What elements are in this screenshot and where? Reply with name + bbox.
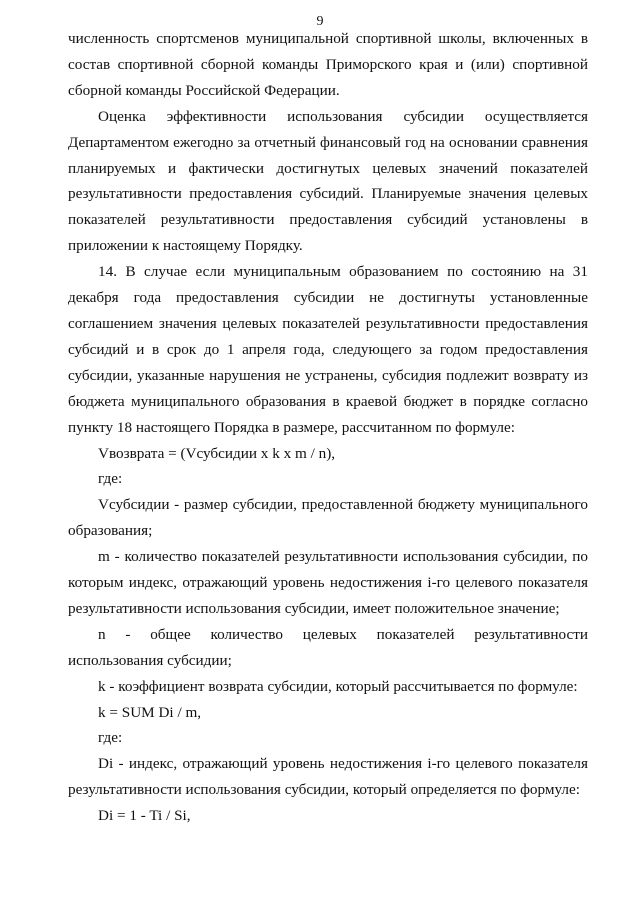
paragraph-evaluation: Оценка эффективности использования субсидии осуществляется Департаментом ежегодно за отчетный финансовый год на основании сравнения планируемых и фактически достигнутых целевых значений показателей результативности предоставления субсидий. Планируемые значения целевых показателей результативности предоставления субсидий установлены в приложении к настоящему Порядку. xyxy=(68,107,588,255)
definition-di: Di - индекс, отражающий уровень недостижения i-го целевого показателя результативности использования субсидии, который определяется по формуле: xyxy=(68,755,588,799)
document-body xyxy=(68,26,588,829)
formula-k: k = SUM Di / m, xyxy=(98,703,202,721)
definition-k: k - коэффициент возврата субсидии, который рассчитывается по формуле: xyxy=(98,677,578,695)
definition-v-subsidy: Vсубсидии - размер субсидии, предоставленной бюджету муниципального образования; xyxy=(68,496,588,540)
page-number: 9 xyxy=(316,14,324,29)
definition-m: m - количество показателей результативности использования субсидии, по которым индекс, отражающий уровень недостижения i-го целевого показателя результативности использования субсидии, имеет положительное значение; xyxy=(68,548,588,617)
paragraph-continuation: численность спортсменов муниципальной спортивной школы, включенных в состав спортивной сборной команды Приморского края и (или) спортивной сборной команды Российской Федерации. xyxy=(68,30,588,99)
where-label-2: где: xyxy=(98,729,123,747)
where-label: где: xyxy=(98,470,123,488)
paragraph-clause-14: 14. В случае если муниципальным образованием по состоянию на 31 декабря года предоставления субсидии не достигнуты установленные соглашением значения целевых показателей результативности предоставления субсидий и в срок до 1 апреля года, следующего за годом предоставления субсидии, указанные нарушения не устранены, субсидия подлежит возврату из бюджета муниципального образования в краевой бюджет в порядке согласно пункту 18 настоящего Порядка в размере, рассчитанном по формуле: xyxy=(68,263,588,436)
formula-return-amount: Vвозврата = (Vсубсидии x k x m / n), xyxy=(98,444,336,462)
formula-di: Di = 1 - Ti / Si, xyxy=(98,807,191,825)
definition-n: n - общее количество целевых показателей результативности использования субсидии; xyxy=(68,625,588,669)
